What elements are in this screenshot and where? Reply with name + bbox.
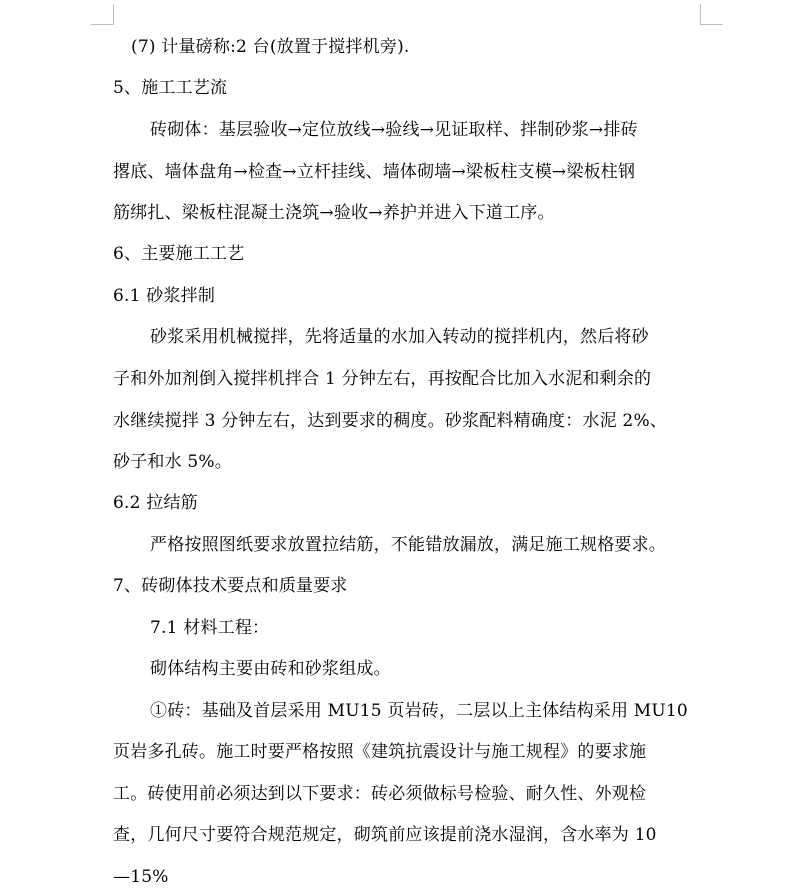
paragraph-line: 筋绑扎、梁板柱混凝土浇筑→验收→养护并进入下道工序。 — [113, 203, 555, 223]
section-heading-5: 5、施工工艺流 — [113, 78, 228, 98]
section-heading-6: 6、主要施工工艺 — [113, 244, 245, 264]
paragraph-line: ①砖：基础及首层采用 MU15 页岩砖，二层以上主体结构采用 MU10 — [150, 701, 688, 721]
paragraph-line: 严格按照图纸要求放置拉结筋，不能错放漏放，满足施工规格要求。 — [150, 535, 666, 555]
paragraph-line: 砂浆采用机械搅拌，先将适量的水加入转动的搅拌机内，然后将砂 — [150, 327, 649, 347]
paragraph-line: 砌体结构主要由砖和砂浆组成。 — [150, 659, 391, 679]
paragraph-line: 砖砌体：基层验收→定位放线→验线→见证取样、拌制砂浆→排砖 — [150, 120, 638, 140]
crop-mark-top-left-horizontal — [91, 24, 114, 25]
subsection-heading-6-2: 6.2 拉结筋 — [113, 493, 198, 513]
paragraph-line: —15% — [113, 867, 169, 887]
paragraph-line: 水继续搅拌 3 分钟左右，达到要求的稠度。砂浆配料精确度：水泥 2%、 — [113, 411, 667, 431]
section-heading-7: 7、砖砌体技术要点和质量要求 — [113, 576, 348, 596]
crop-mark-top-right-horizontal — [700, 24, 723, 25]
subsection-heading-7-1: 7.1 材料工程： — [150, 618, 270, 638]
crop-mark-top-right-vertical — [700, 4, 701, 25]
list-item-7-scale: (7) 计量磅称:2 台(放置于搅拌机旁). — [131, 37, 410, 57]
paragraph-line: 查，几何尺寸要符合规范规定，砌筑前应该提前浇水湿润，含水率为 10 — [113, 825, 657, 845]
subsection-heading-6-1: 6.1 砂浆拌制 — [113, 286, 216, 306]
paragraph-line: 工。砖使用前必须达到以下要求：砖必须做标号检验、耐久性、外观检 — [113, 784, 647, 804]
paragraph-line: 砂子和水 5%。 — [113, 452, 232, 472]
paragraph-line: 页岩多孔砖。施工时要严格按照《建筑抗震设计与施工规程》的要求施 — [113, 742, 647, 762]
paragraph-line: 子和外加剂倒入搅拌机拌合 1 分钟左右，再按配合比加入水泥和剩余的 — [113, 369, 652, 389]
paragraph-line: 撂底、墙体盘角→检查→立杆挂线、墙体砌墙→梁板柱支模→梁板柱钢 — [113, 162, 636, 182]
crop-mark-top-left-vertical — [113, 4, 114, 25]
